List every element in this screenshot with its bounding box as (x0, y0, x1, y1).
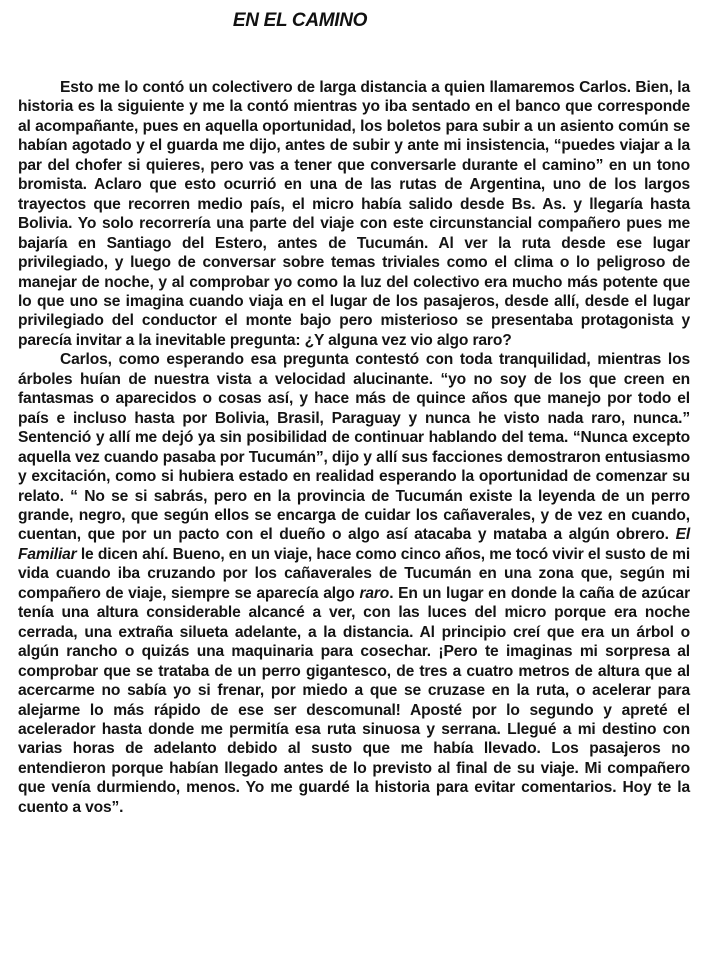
paragraph-2-text-a: Carlos, como esperando esa pregunta contestó con toda tranquilidad, mientras los árboles huían de nuestra vista a velocidad alucinante. “yo no soy de los que creen en fantasmas o aparecidos o cosas así, y hace más de quince años que manejo por todo el país e incluso hasta por Bolivia, Brasil, Paraguay y nunca he visto nada raro, nunca.” Sentenció y allí me dejó ya sin posibilidad de continuar hablando del tema. “Nunca excepto aquella vez cuando pasaba por Tucumán”, dijo y allí sus facciones demostraron entusiasmo y excitación, como si hubiera estado en realidad esperando la oportunidad de comenzar su relato. “ No se si sabrás, pero en la provincia de Tucumán existe la leyenda de un perro grande, negro, que según ellos se encarga de cuidar los cañaverales, y de vez en cuando, cuentan, que por un pacto con el dueño o algo así atacaba y mataba a algún obrero. (18, 351, 690, 544)
paragraph-1: Esto me lo contó un colectivero de larga distancia a quien llamaremos Carlos. Bien, la historia es la siguiente y me la contó mientras yo iba sentado en el banco que corresponde al acompañante, pues en aquella oportunidad, los boletos para subir a un asiento común se habían agotado y el guarda me dijo, antes de subir y ante mi insistencia, “puedes viajar a la par del chofer si quieres, pero vas a tener que conversarle durante el camino” en un tono bromista. Aclaro que esto ocurrió en una de las rutas de Argentina, uno de los largos trayectos que recorren medio país, el micro había salido desde Bs. As. y llegaría hasta Bolivia. Yo solo recorrería una parte del viaje con este circunstancial compañero pues me bajaría en Santiago del Estero, antes de Tucumán. Al ver la ruta desde ese lugar privilegiado, y luego de conversar sobre temas triviales como el clima o lo peligroso de manejar de noche, y al comprobar yo como la luz del colectivo era mucho más potente que lo que uno se imagina cuando viaja en el lugar de los pasajeros, desde allí, desde el lugar privilegiado del conductor el monte bajo pero misterioso se presentaba protagonista y parecía invitar a la inevitable pregunta: ¿Y alguna vez vio algo raro? (18, 79, 690, 349)
story-body (18, 78, 690, 817)
emphasis-el-familiar: El Familiar (18, 526, 690, 563)
paragraph-2-text-c: . En un lugar en donde la caña de azúcar tenía una altura considerable alcancé a ver, con las luces del micro porque era noche cerrada, una extraña silueta adelante, a la distancia. Al principio creí que era un árbol o algún rancho o quizás una maquinaria para cosechar. ¡Pero te imaginas mi sorpresa al comprobar que se trataba de un perro gigantesco, de tres a cuatro metros de altura que al acercarme no sabía yo si frenar, por miedo a que se cruzase en la ruta, o acelerar para alejarme lo más rápido de ese ser descomunal! Aposté por lo segundo y apreté el acelerador hasta donde me permitía esa ruta sinuosa y serrana. Llegué a mi destino con varias horas de adelanto debido al susto que me había llevado. Los pasajeros no entendieron porque habían llegado antes de lo previsto al final de su viaje. Mi compañero que venía durmiendo, menos. Yo me guardé la historia para evitar comentarios. Hoy te la cuento a vos”. (18, 584, 690, 816)
emphasis-raro: raro (359, 584, 390, 602)
page-title: EN EL CAMINO (232, 10, 368, 31)
paragraph-2 (18, 350, 690, 817)
paragraph-2-text-b: le dicen ahí. Bueno, en un viaje, hace como cinco años, me tocó vivir el susto de mi vida cuando iba cruzando por los cañaverales de Tucumán en una zona que, según mi compañero de viaje, siempre se aparecía algo (18, 545, 690, 602)
